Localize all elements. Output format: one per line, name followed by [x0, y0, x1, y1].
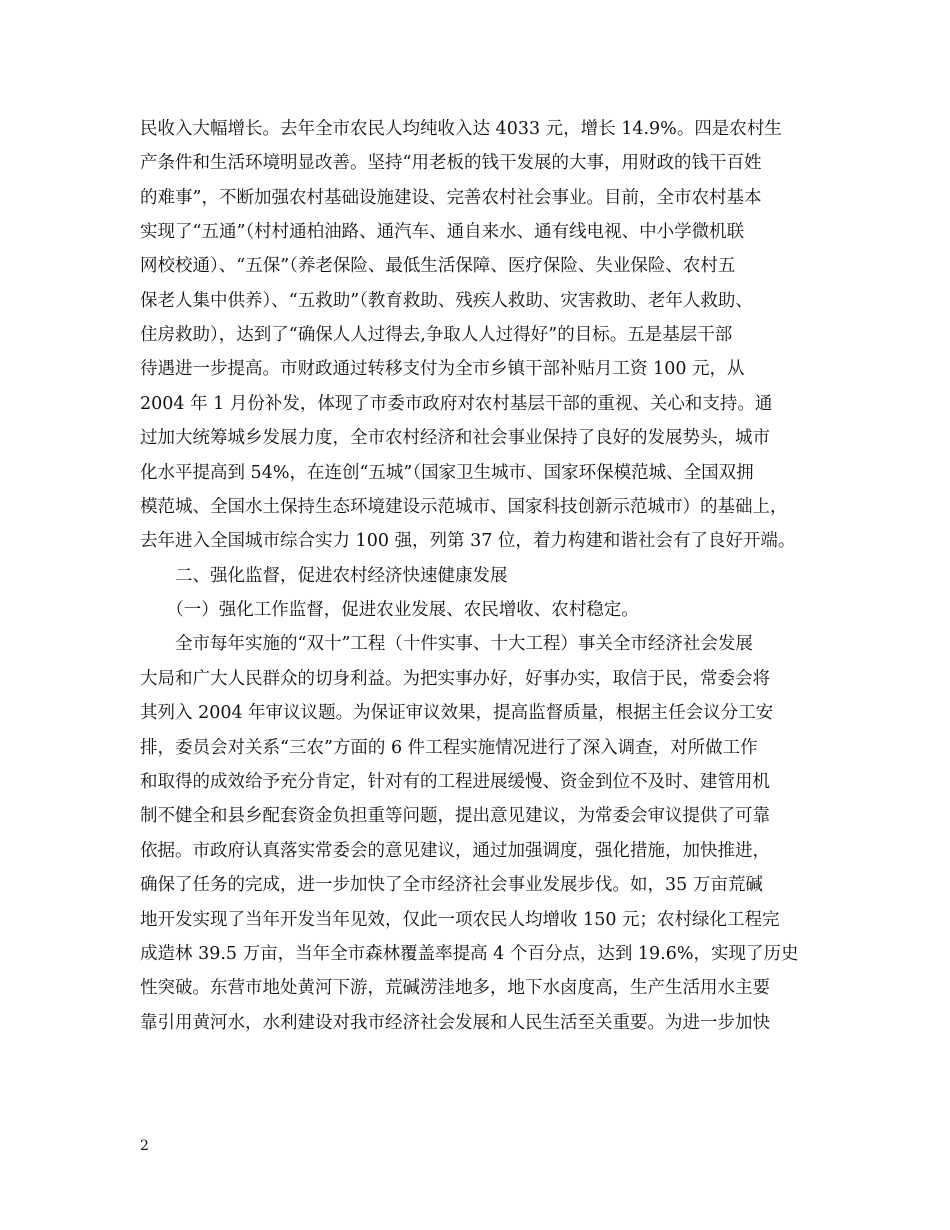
text-line: 制不健全和县乡配套资金负担重等问题，提出意见建议，为常委会审议提供了可靠: [140, 806, 770, 826]
text-line: 确保了任务的完成，进一步加快了全市经济社会事业发展步伐。如，35 万亩荒碱: [140, 875, 763, 895]
text-line: 和取得的成效给予充分肯定，针对有的工程进展缓慢、资金到位不及时、建管用机: [140, 772, 770, 792]
text-line: 模范城、全国水土保持生态环境建设示范城市、国家科技创新示范城市）的基础上，: [140, 497, 788, 517]
text-line: 靠引用黄河水，水利建设对我市经济社会发展和人民生活至关重要。为进一步加快: [140, 1013, 770, 1033]
text-line: 2004 年 1 月份补发，体现了市委市政府对农村基层干部的重视、关心和支持。通: [140, 394, 773, 414]
subsection-heading: （一）强化工作监督，促进农业发展、农民增收、农村稳定。: [140, 600, 639, 620]
text-line: 产条件和生活环境明显改善。坚持“用老板的钱干发展的大事，用财政的钱干百姓: [140, 153, 762, 173]
text-line: 依据。市政府认真落实常委会的意见建议，通过加强调度，强化措施，加快推进，: [140, 841, 770, 861]
text-line: 住房救助），达到了“确保人人过得去,争取人人过得好”的目标。五是基层干部: [140, 325, 733, 345]
text-line: 待遇进一步提高。市财政通过转移支付为全市乡镇干部补贴月工资 100 元，从: [140, 359, 745, 379]
text-line: 网校校通）、“五保”（养老保险、最低生活保障、医疗保险、失业保险、农村五: [140, 256, 736, 276]
text-line: 实现了“五通”（村村通柏油路、通汽车、通自来水、通有线电视、中小学微机联: [140, 222, 745, 242]
page-number: 2: [140, 1138, 149, 1154]
text-line: 全市每年实施的“双十”工程（十件实事、十大工程）事关全市经济社会发展: [140, 634, 753, 654]
text-line: 过加大统筹城乡发展力度，全市农村经济和社会事业保持了良好的发展势头，城市: [140, 428, 770, 448]
text-line: 民收入大幅增长。去年全市农民人均纯收入达 4033 元，增长 14.9%。四是农村生: [140, 119, 782, 139]
text-line: 其列入 2004 年审议议题。为保证审议效果，提高监督质量，根据主任会议分工安: [140, 703, 774, 723]
section-heading: 二、强化监督，促进农村经济快速健康发展: [140, 566, 508, 586]
text-line: 化水平提高到 54%，在连创“五城”（国家卫生城市、国家环保模范城、全国双拥: [140, 463, 754, 483]
text-line: 大局和广大人民群众的切身利益。为把实事办好，好事办实，取信于民，常委会将: [140, 669, 770, 689]
text-line: 保老人集中供养）、“五救助”（教育救助、残疾人救助、灾害救助、老年人救助、: [140, 291, 753, 311]
text-line: 性突破。东营市地处黄河下游，荒碱涝洼地多，地下水卤度高，生产生活用水主要: [140, 978, 770, 998]
text-line: 去年进入全国城市综合实力 100 强，列第 37 位，着力构建和谐社会有了良好开端。: [140, 531, 796, 551]
text-line: 排，委员会对关系“三农”方面的 6 件工程实施情况进行了深入调查，对所做工作: [140, 738, 758, 758]
text-line: 的难事”，不断加强农村基础设施建设、完善农村社会事业。目前，全市农村基本: [140, 188, 762, 208]
text-line: 成造林 39.5 万亩，当年全市森林覆盖率提高 4 个百分点，达到 19.6%，实现了历史: [140, 944, 799, 964]
text-line: 地开发实现了当年开发当年见效，仅此一项农民人均增收 150 元；农村绿化工程完: [140, 910, 780, 930]
